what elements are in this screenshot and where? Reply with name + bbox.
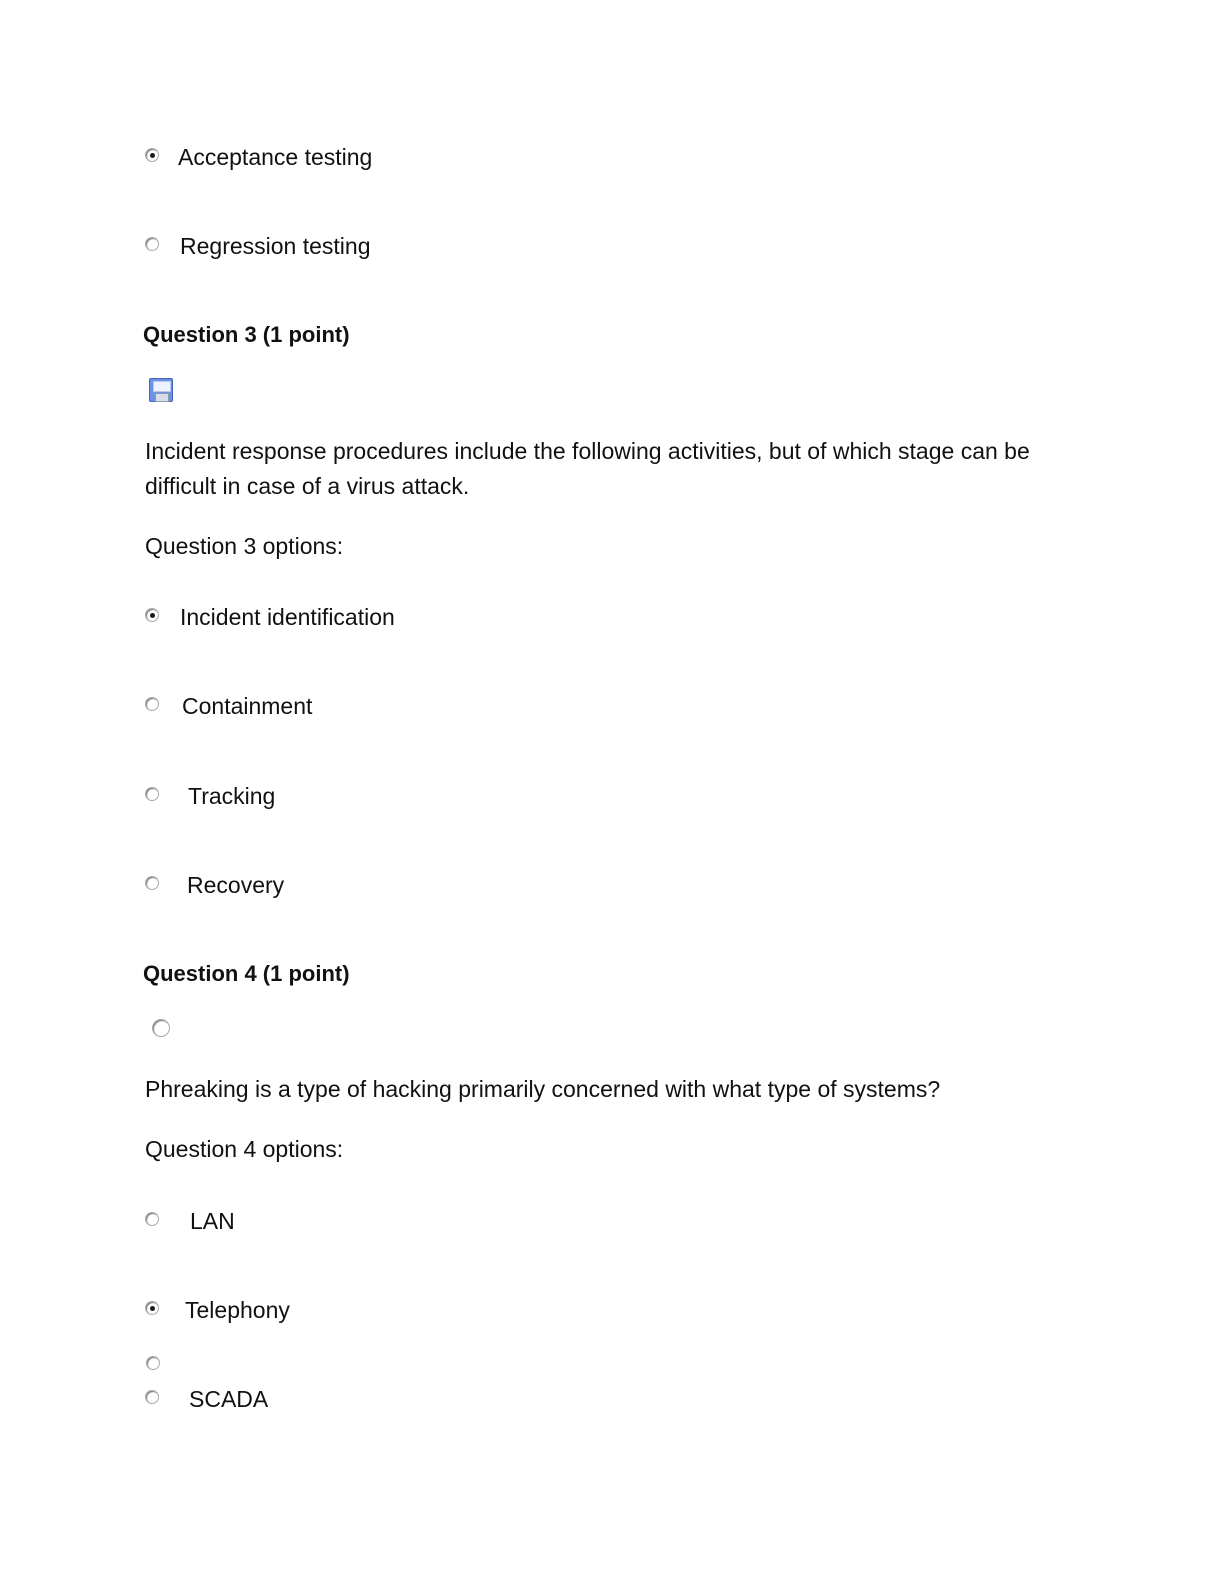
q3-option-radio-1[interactable]: [145, 608, 159, 622]
q3-option-label-1: Incident identification: [180, 604, 395, 630]
question-3-heading: Question 3 (1 point): [143, 322, 350, 347]
question-3-options-label: Question 3 options:: [145, 533, 344, 559]
q2-option-label-2: Regression testing: [180, 233, 371, 259]
q4-option-radio-2[interactable]: [145, 1301, 159, 1315]
q4-option-label-1: LAN: [190, 1208, 235, 1234]
q3-option-radio-4[interactable]: [145, 876, 159, 890]
q4-option-label-2: Telephony: [185, 1297, 290, 1323]
q4-option-radio-3[interactable]: [146, 1356, 160, 1370]
q2-option-label-1: Acceptance testing: [178, 144, 373, 170]
q4-option-label-4: SCADA: [189, 1386, 269, 1412]
save-icon[interactable]: [149, 378, 173, 402]
save-icon-shutter: [155, 393, 169, 402]
question-4-heading: Question 4 (1 point): [143, 961, 350, 986]
q4-option-radio-4[interactable]: [145, 1390, 159, 1404]
q2-option-radio-2[interactable]: [145, 237, 159, 251]
q3-option-label-4: Recovery: [187, 872, 285, 898]
question-3-text: Incident response procedures include the following activities, but of which stage can be difficult in case of a virus attack.: [145, 438, 1030, 499]
q2-option-radio-1[interactable]: [145, 148, 159, 162]
question-4-options-label: Question 4 options:: [145, 1136, 344, 1162]
q3-option-label-2: Containment: [182, 693, 313, 719]
q4-option-radio-1[interactable]: [145, 1212, 159, 1226]
q3-option-radio-2[interactable]: [145, 697, 159, 711]
q3-option-label-3: Tracking: [188, 783, 276, 809]
question-4-text: Phreaking is a type of hacking primarily concerned with what type of systems?: [145, 1076, 941, 1102]
q3-option-radio-3[interactable]: [145, 787, 159, 801]
save-icon-label-area: [153, 381, 171, 392]
loading-icon: [152, 1019, 170, 1037]
